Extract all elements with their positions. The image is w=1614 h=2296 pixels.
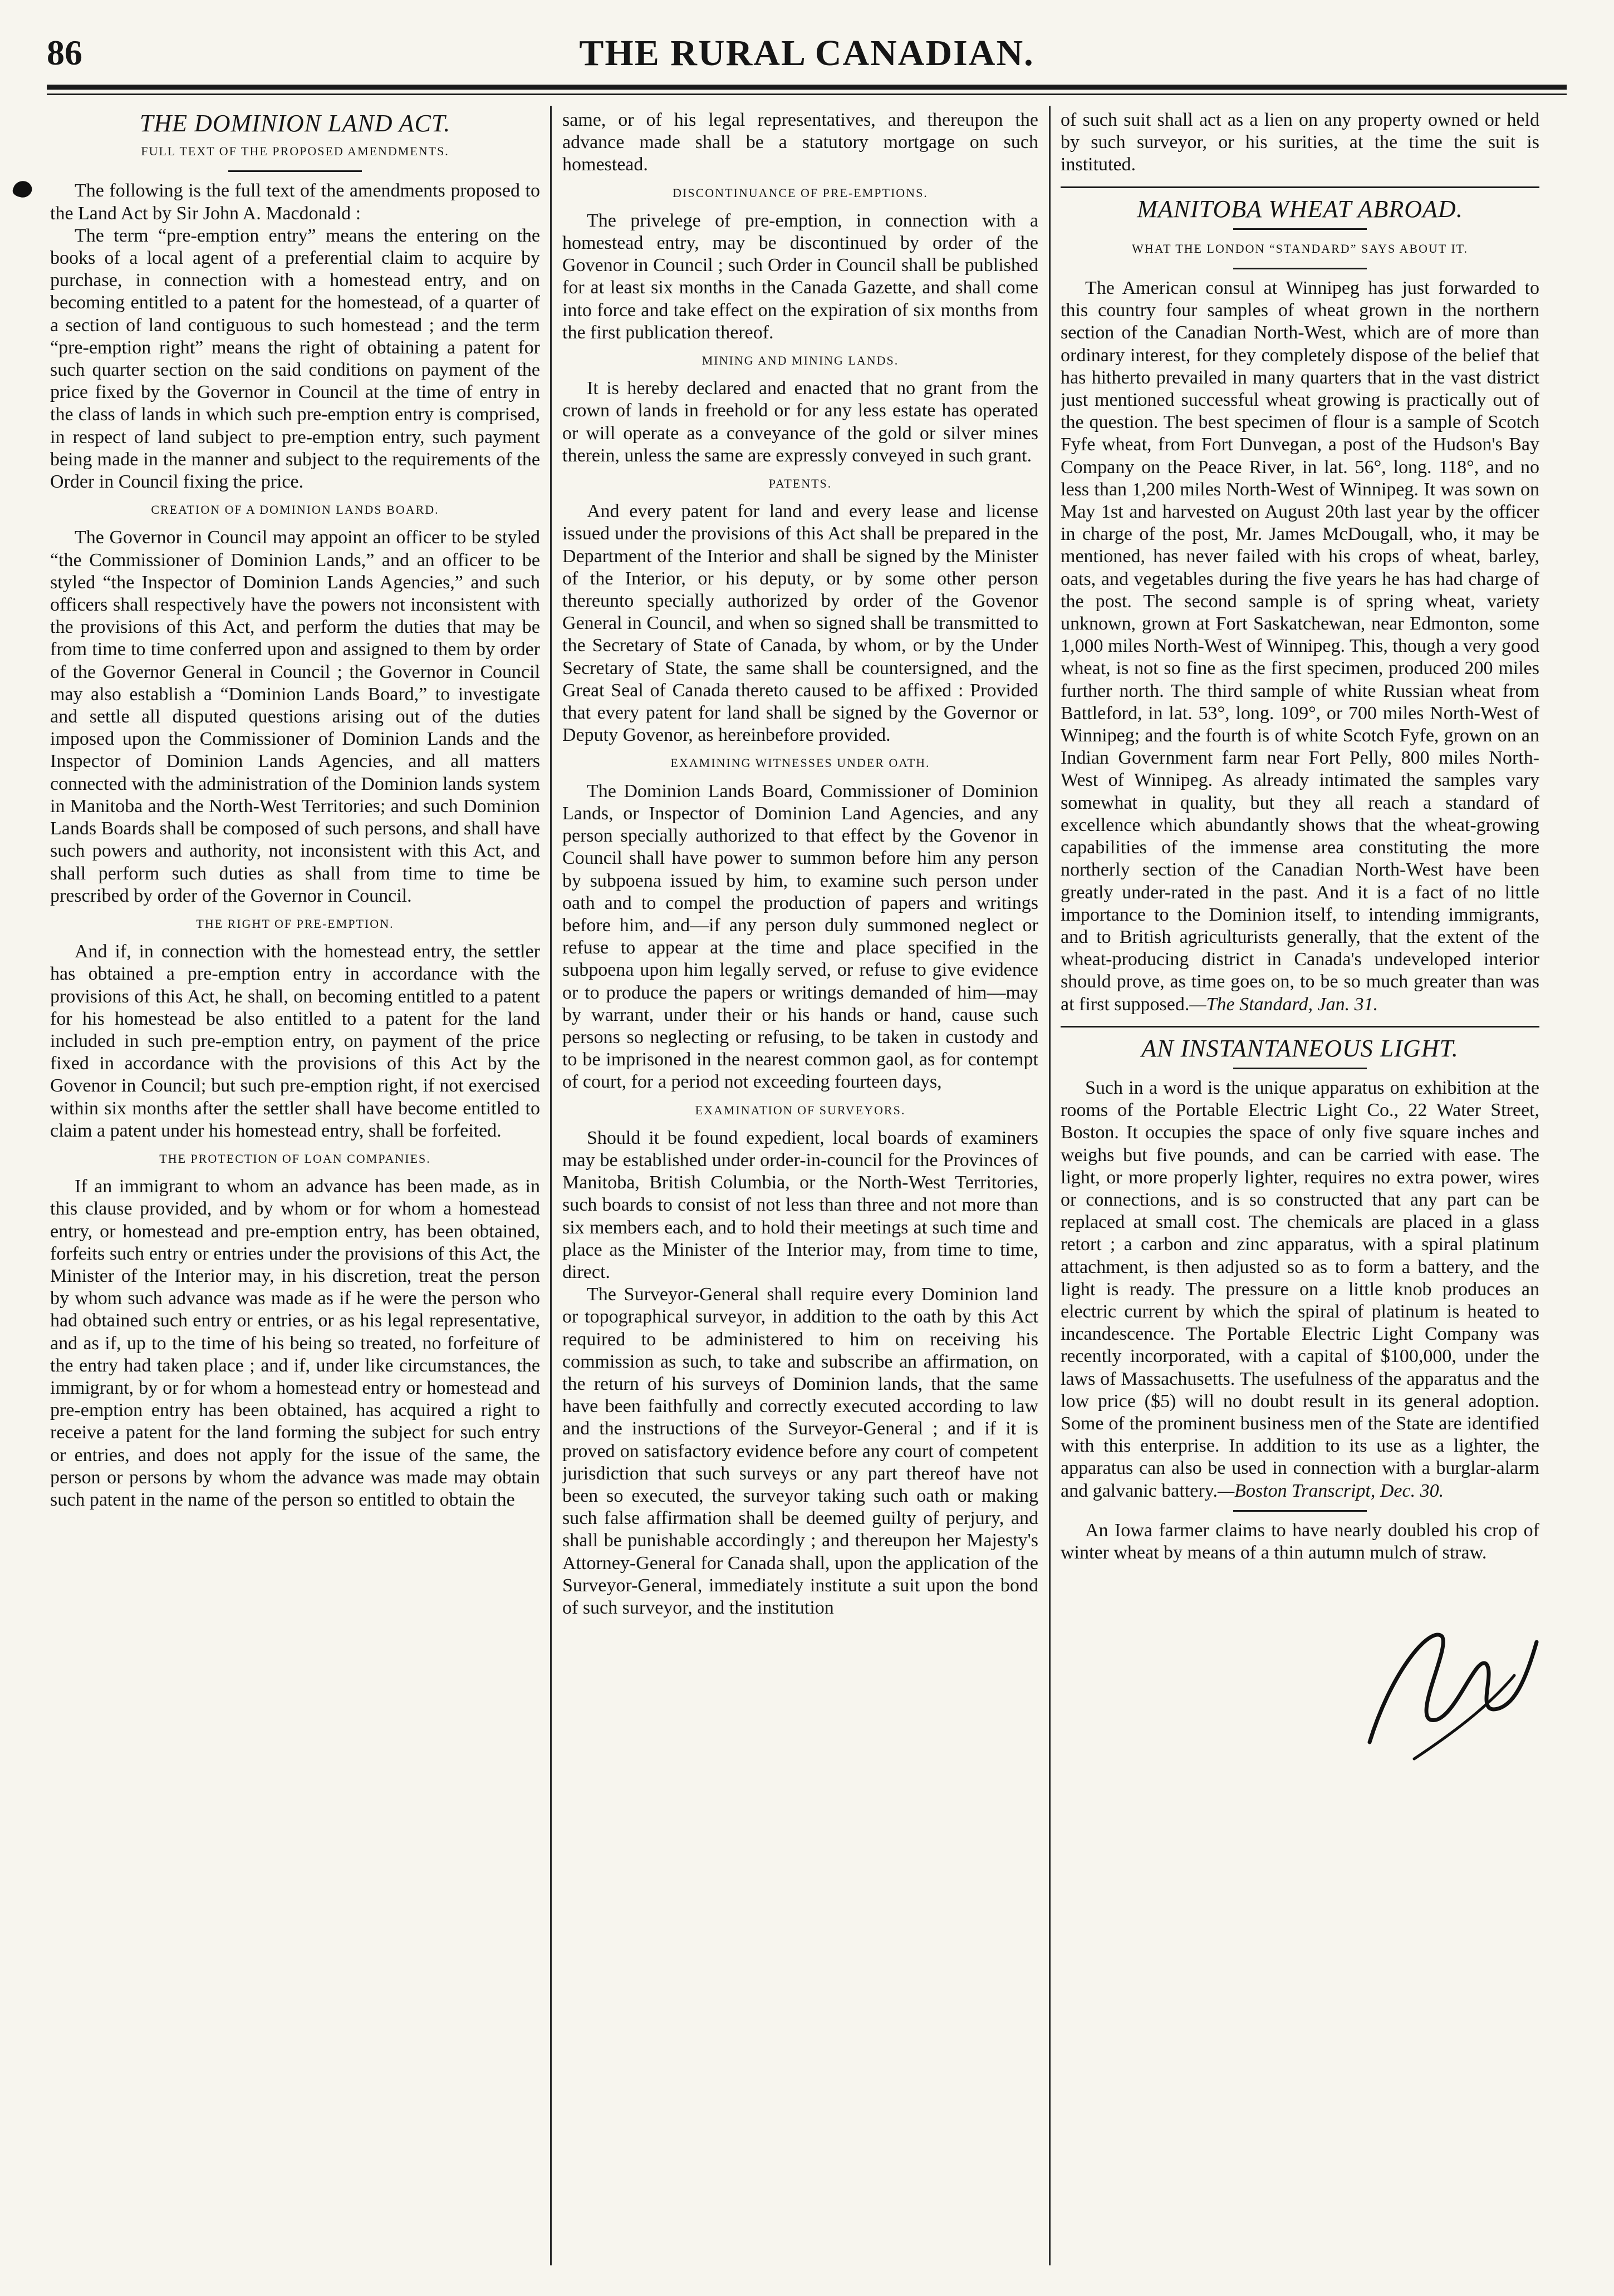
ink-blot-mark bbox=[10, 177, 36, 203]
paragraph-surveyors-boards: Should it be found expedient, local boards of examiners may be established under order-in-council for the Provinces of Manitoba, British Columbia, or the North-West Territories, such boards to consist of not less than three and not more than six members each, and to hold their meetings at such time and place as the Minister of the Interior may, from time to time, direct. bbox=[562, 1127, 1038, 1282]
column-rule-left bbox=[550, 106, 552, 2265]
page-number: 86 bbox=[47, 33, 82, 72]
section-heading-right-preemption: THE RIGHT OF PRE-EMPTION. bbox=[196, 916, 394, 931]
title-rule bbox=[1233, 228, 1367, 230]
section-heading-creation-board: CREATION OF A DOMINION LANDS BOARD. bbox=[151, 503, 439, 517]
section-heading-surveyors: EXAMINATION OF SURVEYORS. bbox=[695, 1103, 906, 1117]
paragraph-intro: The following is the full text of the amendments proposed to the Land Act by Sir John A. Macdonald : bbox=[50, 180, 540, 224]
paragraph-manitoba-wheat bbox=[1061, 277, 1539, 1016]
section-heading-discontinuance: DISCONTINUANCE OF PRE-EMPTIONS. bbox=[673, 185, 928, 200]
article-separator bbox=[1061, 1026, 1539, 1027]
column-rule-right bbox=[1049, 106, 1051, 2265]
paragraph-patents: And every patent for land and every lease and license issued under the provisions of this Act shall be prepared in the Department of the Interior and shall be signed by the Minister of the Interior, or his deputy, or by some other person thereunto specially authorized by order of the Govenor General in Council, and when so signed shall be transmitted to the Secretary of State of Canada, by whom, or by the Under Secretary of State, the same shall be countersigned, and the Great Seal of Canada thereto caused to be affixed : Provided that every patent for land shall be signed by the Governor or Deputy Govenor, as hereinbefore provided. bbox=[562, 501, 1038, 746]
paragraph-discontinuance: The privelege of pre-emption, in connection with a homestead entry, may be discontinued by order of the Govenor in Council ; such Order in Council shall be published for at least six months in the Canada Gazette, and shall come into force and take effect on the expiration of six months from the first publication thereof. bbox=[562, 210, 1038, 343]
article-subtitle-full-text: FULL TEXT OF THE PROPOSED AMENDMENTS. bbox=[141, 144, 449, 159]
column-1 bbox=[50, 109, 540, 2269]
subtitle-rule bbox=[1233, 268, 1367, 269]
paragraph-suit-lien: of such suit shall act as a lien on any property owned or held by such surveyor, or his surities, at the time the suit is instituted. bbox=[1061, 110, 1539, 175]
paragraph-mining: It is hereby declared and enacted that no grant from the crown of lands in freehold or for any less estate has operated or will operate as a conveyance of the gold or silver mines therein, unless the same are expressly conveyed in such grant. bbox=[562, 378, 1038, 466]
paragraph-terms: The term “pre-emption entry” means the entering on the books of a local agent of a preferential claim to acquire by purchase, in connection with a homestead entry, and on becoming entitled to a patent for the homestead, of a quarter of a section of land contiguous to such homestead ; and the term “pre-emption right” means the right of obtaining a patent for such quarter section on the said conditions on payment of the price fixed by the Governor in Council at the time of entry in the class of lands in which such pre-emption entry is comprised, in respect of land subject to pre-emption entry, such payment being made in the manner and subject to the requirements of the Order in Council fixing the price. bbox=[50, 225, 540, 493]
section-heading-examining-witnesses: EXAMINING WITNESSES UNDER OATH. bbox=[670, 756, 930, 770]
paragraph-instantaneous-light bbox=[1061, 1077, 1539, 1502]
handwritten-scribble-mark bbox=[1347, 1603, 1559, 1770]
title-rule bbox=[228, 170, 362, 172]
masthead-rule-thick bbox=[47, 85, 1567, 90]
article-title-manitoba-wheat: MANITOBA WHEAT ABROAD. bbox=[1137, 195, 1463, 223]
paragraph-continued: same, or of his legal representatives, and thereupon the advance made shall be a statutory mortgage on such homestead. bbox=[562, 110, 1038, 175]
title-rule bbox=[1233, 1068, 1367, 1069]
section-heading-mining: MINING AND MINING LANDS. bbox=[701, 353, 899, 368]
paragraph-iowa-farmer: An Iowa farmer claims to have nearly doubled his crop of winter wheat by means of a thin autumn mulch of straw. bbox=[1061, 1520, 1539, 1563]
instantaneous-light-body: Such in a word is the unique apparatus on exhibition at the rooms of the Portable Electric Light Co., 22 Water Street, Boston. It occupies the space of only five square inches and weighs but five pounds, and can be carried with ease. The light, or more properly lighter, requires no extra power, wires or connections, and is so constructed that any part can be replaced at small cost. The chemicals are placed in a glass retort ; a carbon and zinc apparatus, with a spiral platinum attachment, is then adjusted so as to form a battery, and the light is ready. The pressure on a little knob produces an electric current by which the spiral of platinum is heated to incandescence. The Portable Electric Light Company was recently incorporated, with a capital of $100,000, under the laws of Massachusetts. The usefulness of the apparatus and the low price ($5) will no doubt result in its general adoption. Some of the prominent business men of the State are identified with this enterprise. In addition to its use as a lighter, the apparatus can also be used in connection with a burglar-alarm and galvanic battery. bbox=[1061, 1077, 1539, 1501]
column-2 bbox=[562, 109, 1038, 2269]
paragraph-creation-board: The Governor in Council may appoint an officer to be styled “the Commissioner of Dominion Lands,” and an officer to be styled “the Inspector of Dominion Lands Agencies,” and such officers shall respectively have the powers not inconsistent with the provisions of this Act, and perform the duties that may be from time to time conferred upon and assigned to them by order of the Governor General in Council ; the Governor in Council may also establish a “Dominion Lands Board,” to investigate and settle all disputed questions arising out of the duties imposed upon the Commissioner of Dominion Lands and the Inspector of Dominion Lands Agencies, and all matters connected with the administration of the Dominion lands system in Manitoba and the North-West Territories; and such Dominion Lands Boards shall be composed of such persons, and shall have such powers and authority, not inconsistent with this Act, and shall perform such duties as shall from time to time be prescribed by order of the Governor in Council. bbox=[50, 527, 540, 906]
section-heading-patents: PATENTS. bbox=[768, 476, 832, 491]
article-title-instantaneous-light: AN INSTANTANEOUS LIGHT. bbox=[1141, 1034, 1459, 1062]
article-title-dominion-land-act: THE DOMINION LAND ACT. bbox=[139, 110, 451, 137]
newspaper-title: THE RURAL CANADIAN. bbox=[579, 33, 1034, 73]
manitoba-wheat-body: The American consul at Winnipeg has just forwarded to this country four samples of wheat grown in the northern section of the Canadian North-West, which are of more than ordinary interest, for they completely dispose of the belief that has hitherto prevailed in many quarters that in the vast district just mentioned successful wheat growing is practically out of the question. The best specimen of flour is a sample of Scotch Fyfe wheat, from Fort Dunvegan, a post of the Hudson's Bay Company on the Peace River, in lat. 56°, long. 118°, and no less than 1,200 miles North-West of Winnipeg. It was sown on May 1st and harvested on August 20th last year by the officer in charge of the post, Mr. James McDougall, who, it may be mentioned, has never failed with his crops of wheat, barley, oats, and vegetables during the five years he has had charge of the post. The second sample is of spring wheat, variety unknown, grown at Fort Saskatchewan, near Edmonton, some 1,000 miles North-West of Winnipeg. This, though a very good wheat, is not so fine as the first specimen, produced 200 miles further north. The third sample of white Russian wheat from Battleford, in lat. 53°, long. 109°, or 700 miles North-West of Winnipeg; and the fourth is of white Scotch Fyfe, grown on an Indian Government farm near Fort Pelly, 800 miles North-West of Winnipeg. As already intimated the samples vary somewhat in quality, but they all reach a standard of excellence which abundantly shows that the wheat-growing capabilities of the immense area constituting the more northerly section of the Canadian North-West have been greatly under-rated in the past. And it is a fact of no little importance to the Dominion itself, to intending immigrants, and to British agriculturists generally, that the extent of the wheat-producing district in Canada's undeveloped interior should prove, as time goes on, to be so much greater than was at first supposed. bbox=[1061, 278, 1539, 1015]
column-3 bbox=[1061, 109, 1539, 2269]
masthead bbox=[47, 32, 1567, 78]
source-boston-transcript: —Boston Transcript, Dec. 30. bbox=[1217, 1480, 1444, 1501]
article-subtitle-london-standard: WHAT THE LONDON “STANDARD” SAYS ABOUT IT. bbox=[1132, 241, 1468, 255]
section-heading-loan-companies: THE PROTECTION OF LOAN COMPANIES. bbox=[159, 1151, 431, 1166]
paragraph-surveyors-oath: The Surveyor-General shall require every Dominion land or topographical surveyor, in addition to the oath by this Act required to be administered to him on receiving his commission as such, to take and subscribe an affirmation, on the return of his surveys of Dominion lands, that the same have been faithfully and correctly executed according to law and the instructions of the Surveyor-General ; and if it is proved on satisfactory evidence before any court of competent jurisdiction that such surveys or any part thereof have not been so executed, the surveyor taking such oath or making such false affirmation shall be deemed guilty of perjury, and shall be punishable accordingly ; and thereupon her Majesty's Attorney-General for Canada shall, upon the application of the Surveyor-General, immediately institute a suit upon the bond of such surveyor, and the institution bbox=[562, 1284, 1038, 1618]
paragraph-loan-companies: If an immigrant to whom an advance has been made, as in this clause provided, and by whom or for whom a homestead entry, or homestead and pre-emption entry, has been obtained, forfeits such entry or entries under the provisions of this Act, the Minister of the Interior may, in his discretion, treat the person by whom such advance was made as if he were the person who had obtained such entry or entries, or as his legal representative, and as if, up to the time of his being so treated, no forfeiture of the entry had taken place ; and if, under like circumstances, the immigrant, by or for whom a homestead entry or homestead and pre-emption entry has been obtained, has acquired a right to receive a patent for the land forming the subject for such entry or entries, and does not apply for the issue of the same, the person or persons by whom the advance was made may obtain such patent in the name of the person so entitled to obtain the bbox=[50, 1176, 540, 1510]
paragraph-examining-witnesses: The Dominion Lands Board, Commissioner of Dominion Lands, or Inspector of Dominion Land Agencies, and any person specially authorized to that effect by the Govenor in Council shall have power to summon before him any person by subpoena issued by him, to examine such person under oath and to compel the production of papers and writings before him, and—if any person duly summoned neglect or refuse to appear at the time and place specified in the subpoena upon him legally served, or refuse to give evidence or to produce the papers or writings demanded of him—may by warrant, under their or his hands or hand, cause such persons so neglecting or refusing, to be taken in custody and to be imprisoned in the nearest common gaol, as for contempt of court, for a period not exceeding fourteen days, bbox=[562, 780, 1038, 1093]
masthead-rule-thin bbox=[47, 94, 1567, 95]
paragraph-right-preemption: And if, in connection with the homestead entry, the settler has obtained a pre-emption entry in accordance with the provisions of this Act, he shall, on becoming entitled to a patent for his homestead be also entitled to a patent for the land included in such pre-emption entry, on payment of the price fixed in accordance with the provisions of this Act by the Govenor in Council; but such pre-emption right, if not exercised within six months after the settler shall have become entitled to claim a patent under his homestead entry, shall be forfeited. bbox=[50, 941, 540, 1141]
item-rule bbox=[1233, 1510, 1367, 1512]
source-the-standard: —The Standard, Jan. 31. bbox=[1189, 994, 1378, 1015]
article-separator bbox=[1061, 186, 1539, 188]
